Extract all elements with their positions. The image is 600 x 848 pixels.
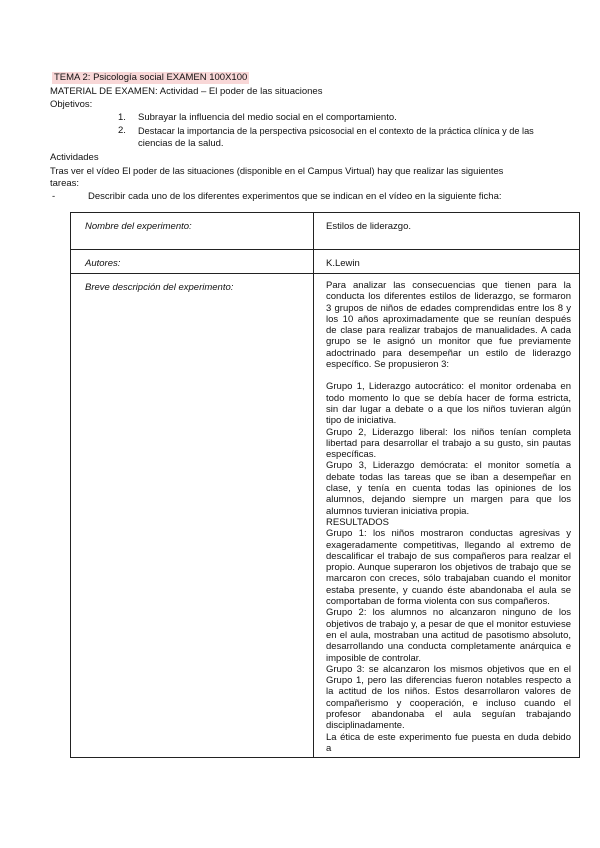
instructions-text: Tras ver el vídeo El poder de las situaciones (disponible en el Campus Virtual) hay que realizar las siguientes <box>50 165 504 176</box>
description-paragraph: La ética de este experimento fue puesta en duda debido a <box>326 731 571 754</box>
description-paragraph: Grupo 2: los alumnos no alcanzaron ninguno de los objetivos de trabajo y, a pesar de que el monitor estuviese en el aula, mostraban una actitud de pasotismo absoluto, desarrollando una conducta completamente anárquica e imposible de controlar. <box>326 607 571 664</box>
sheet-row-authors <box>71 250 580 274</box>
description-paragraph: Grupo 3: se alcanzaron los mismos objetivos que en el Grupo 1, pero las diferencias fueron notables respecto a la actitud de los niños. Estos desarrollaron valores de compañerismo y cooperación, e incluso cuando el profesor abandonaba el aula seguían trabajando disciplinadamente. <box>326 663 571 732</box>
description-spacer <box>326 370 571 381</box>
experiment-name-value: Estilos de liderazgo. <box>314 213 580 250</box>
description-paragraph: Grupo 1: los niños mostraron conductas agresivas y exageradamente competitivas, llegando al extremo de descalificar el trabajo de sus compañeros para realzar el propio. Aunque superaron los objetivos de trabajo que se marcaron con creces, sólo trabajaban cuando el monitor estaba presente, y cuando éste abandonaba el aula se comportaban de forma violenta con sus compañeros. <box>326 528 571 608</box>
description-paragraph: Grupo 1, Liderazgo autocrático: el monitor ordenaba en todo momento lo que se debía hacer de forma estricta, sin dar lugar a debate o a que los niños tuvieran algún tipo de iniciativa. <box>326 381 571 427</box>
description-value <box>314 274 580 758</box>
actividades-heading: Actividades <box>50 152 99 163</box>
experiment-sheet <box>70 212 580 758</box>
objetivo-1-number: 1. <box>118 112 126 123</box>
results-heading: RESULTADOS <box>326 516 389 528</box>
objetivo-2-text: Destacar la importancia de la perspectiva psicosocial en el contexto de la práctica clínica y de las <box>138 126 534 136</box>
description-paragraph: Grupo 2, Liderazgo liberal: los niños tenían completa libertad para desarrollar el trabajo a su gusto, sin pautas específicas. <box>326 426 571 461</box>
authors-value: K.Lewin <box>314 250 580 274</box>
description-paragraph: Grupo 3, Liderazgo demócrata: el monitor sometía a debate todas las tareas que se iban a desempeñar en clase, y tenía en cuenta todas las opiniones de los alumnos, dejando siempre un margen para que los alumnos tuvieran iniciativa propia. <box>326 460 571 517</box>
description-label: Breve descripción del experimento: <box>71 274 314 758</box>
task-text: Describir cada uno de los diferentes experimentos que se indican en el vídeo en la siguiente ficha: <box>88 191 502 202</box>
instructions-text-cont: tareas: <box>50 178 80 189</box>
material-line: MATERIAL DE EXAMEN: Actividad – El poder de las situaciones <box>50 86 323 97</box>
sheet-row-name <box>71 213 580 250</box>
description-paragraph: Para analizar las consecuencias que tienen para la conducta los diferentes estilos de liderazgo, se formaron 3 grupos de niños de edades comprendidas entre los 8 y los 10 años aproximadamente que se reunían después de clase para realizar trabajos de manualidades. A cada grupo se le asignó un monitor que fue previamente adoctrinado para desempeñar un estilo de liderazgo específico. Se propusieron 3: <box>326 280 571 371</box>
objetivo-2-number: 2. <box>118 125 126 136</box>
bullet: - <box>52 191 56 202</box>
page-title: TEMA 2: Psicología social EXAMEN 100X100 <box>54 72 248 83</box>
experiment-name-label: Nombre del experimento: <box>71 213 314 250</box>
objetivos-heading: Objetivos: <box>50 99 93 110</box>
objetivo-1-text: Subrayar la influencia del medio social en el comportamiento. <box>138 112 397 123</box>
sheet-row-description <box>71 274 580 758</box>
objetivo-2-text-cont: ciencias de la salud. <box>138 138 224 149</box>
authors-label: Autores: <box>71 250 314 274</box>
